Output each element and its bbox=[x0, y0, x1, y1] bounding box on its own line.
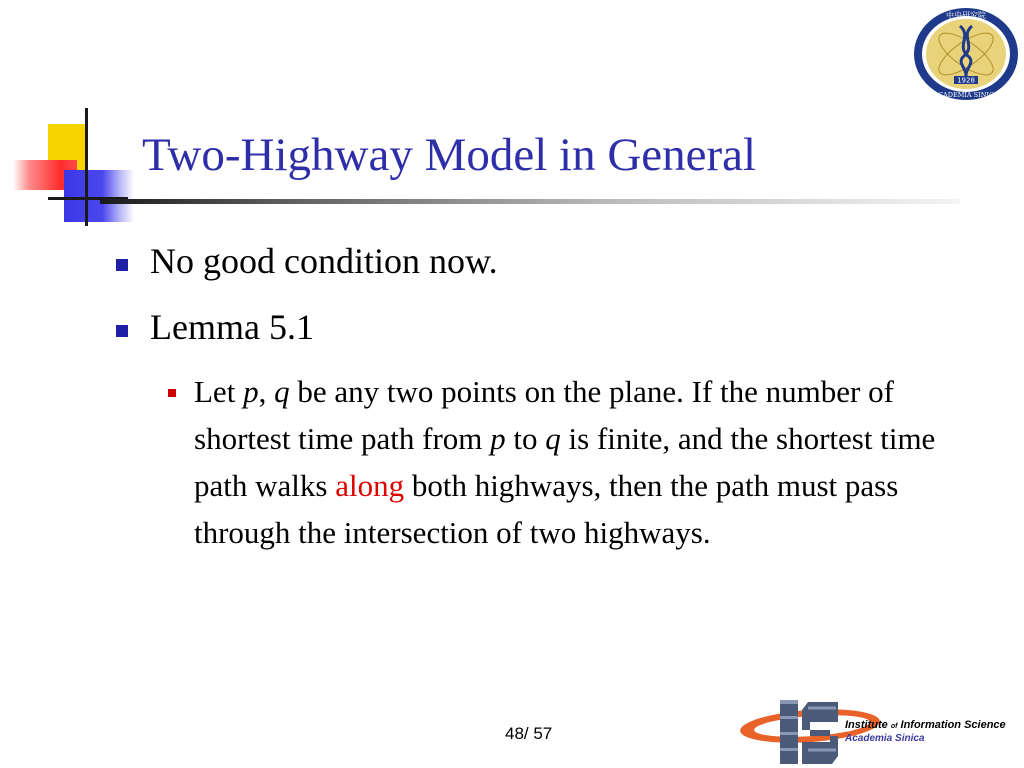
bullet-lemma: Lemma 5.1 bbox=[150, 307, 314, 347]
bullet-no-good-condition: No good condition now. bbox=[150, 241, 498, 281]
lemma-statement: Let p, q be any two points on the plane. If the number of shortest time path from p to q is finite, and the shortest time path walks along both highways, then the path must pass through the intersection of two highways. bbox=[194, 374, 936, 550]
svg-text:中央研究院: 中央研究院 bbox=[946, 11, 986, 20]
svg-text:ACADEMIA SINICA: ACADEMIA SINICA bbox=[933, 91, 999, 99]
corner-decoration bbox=[0, 100, 150, 230]
academia-sinica-seal-icon bbox=[912, 6, 1020, 102]
bullet-marker-2 bbox=[116, 325, 128, 337]
sub-bullet-marker bbox=[168, 389, 176, 397]
vertical-line bbox=[85, 108, 88, 226]
var-p: p bbox=[490, 421, 506, 456]
var-q: q bbox=[545, 421, 561, 456]
svg-text:1928: 1928 bbox=[957, 76, 975, 85]
title-underline bbox=[100, 199, 960, 204]
slide-title: Two-Highway Model in General bbox=[142, 129, 757, 181]
page-number: 48/ 57 bbox=[505, 724, 553, 743]
highlight-along: along bbox=[335, 468, 405, 503]
bullet-marker-1 bbox=[116, 259, 128, 271]
var-q: q bbox=[274, 374, 290, 409]
blue-square bbox=[64, 170, 134, 222]
iis-logo-text: Institute of Information Science Academia Sinica bbox=[845, 719, 1006, 744]
var-p: p bbox=[243, 374, 259, 409]
